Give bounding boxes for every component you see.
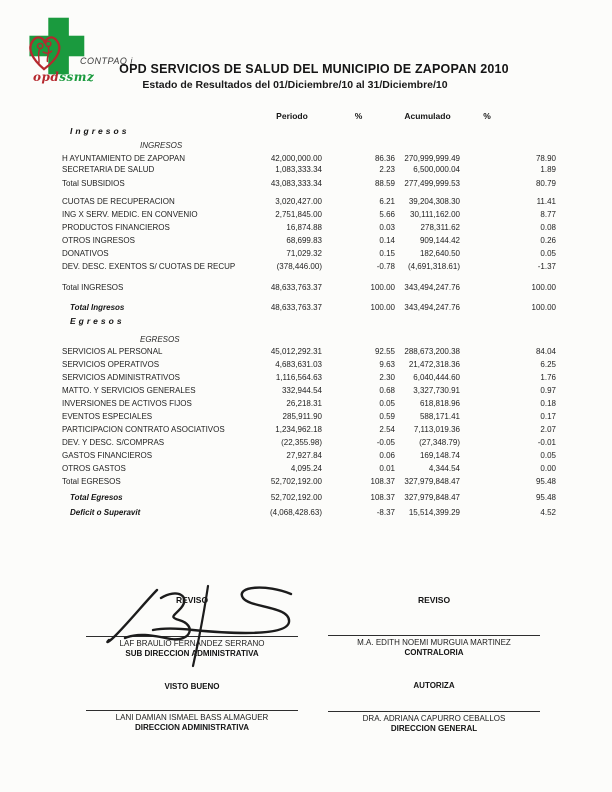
row-acumulado-percent — [460, 316, 556, 327]
row-acumulado-percent: 1.89 — [540, 165, 556, 174]
row-periodo-percent: 108.37 — [370, 477, 395, 486]
signature-block-left — [86, 595, 298, 732]
row-periodo-value: (22,355.98) — [281, 438, 322, 447]
reviso-label-left: REVISO — [175, 595, 209, 605]
table-row — [62, 140, 556, 151]
row-periodo-percent: 0.05 — [379, 399, 395, 408]
row-acumulado-value: 618,818.96 — [419, 399, 460, 408]
row-periodo-value: 4,683,631.03 — [275, 360, 322, 369]
row-periodo-value: 26,218.31 — [286, 399, 322, 408]
row-periodo-value: 27,927.84 — [286, 451, 322, 460]
row-label: OTROS GASTOS — [62, 464, 126, 473]
row-label: GASTOS FINANCIEROS — [62, 451, 153, 460]
row-label: Total INGRESOS — [62, 283, 124, 292]
periodo-percent-column-header: % — [354, 111, 363, 121]
row-acumulado-percent: 100.00 — [531, 303, 556, 312]
table-row — [62, 164, 556, 175]
row-periodo-value: 3,020,427.00 — [275, 197, 322, 206]
row-label: DONATIVOS — [62, 249, 109, 258]
table-row — [62, 302, 556, 313]
row-label: Total SUBSIDIOS — [62, 179, 125, 188]
row-periodo-value: 285,911.90 — [282, 412, 322, 421]
row-periodo-value: 48,633,763.37 — [270, 283, 322, 292]
row-label: Total Ingresos — [70, 303, 125, 312]
row-acumulado-percent: 1.76 — [540, 373, 556, 382]
row-periodo-percent — [322, 334, 395, 345]
row-acumulado-value: 4,344.54 — [428, 464, 460, 473]
row-label: H AYUNTAMIENTO DE ZAPOPAN — [62, 154, 185, 163]
opd-wordmark-part: opd — [33, 70, 60, 84]
row-periodo-percent: 92.55 — [374, 347, 395, 356]
row-acumulado-value: (27,348.79) — [419, 438, 460, 447]
row-periodo-value: 1,234,962.18 — [275, 425, 322, 434]
row-periodo-percent: 88.59 — [374, 179, 395, 188]
table-row — [62, 398, 556, 409]
table-row — [62, 476, 556, 487]
signer-name2-left: LANI DAMIAN ISMAEL BASS ALMAGUER — [115, 713, 269, 722]
row-acumulado-value: 7,113,019.36 — [413, 425, 460, 434]
table-row — [62, 261, 556, 272]
row-acumulado-value: 182,640.50 — [419, 249, 460, 258]
row-periodo-value: 42,000,000.00 — [270, 154, 322, 163]
row-acumulado-value: 15,514,399.29 — [408, 508, 460, 517]
row-acumulado-value: 288,673,200.38 — [404, 347, 460, 356]
row-label: Egresos — [70, 316, 125, 326]
row-acumulado-value — [395, 126, 460, 137]
row-periodo-value: 52,702,192.00 — [270, 493, 322, 502]
row-periodo-percent: 2.23 — [379, 165, 395, 174]
row-periodo-value — [262, 140, 322, 151]
income-statement-table — [62, 111, 556, 518]
table-row — [62, 316, 556, 327]
row-acumulado-value: 343,494,247.76 — [404, 283, 460, 292]
row-acumulado-value: 327,979,848.47 — [404, 477, 460, 486]
row-label: ING X SERV. MEDIC. EN CONVENIO — [62, 210, 198, 219]
table-body — [62, 126, 556, 518]
row-acumulado-value: 169,148.74 — [419, 451, 460, 460]
row-label: INVERSIONES DE ACTIVOS FIJOS — [62, 399, 192, 408]
row-label: Deficit o Superavit — [70, 508, 141, 517]
row-acumulado-value — [395, 316, 460, 327]
signature-line-left — [86, 636, 298, 637]
row-acumulado-percent: 80.79 — [535, 179, 556, 188]
table-row — [62, 450, 556, 461]
row-acumulado-percent: 0.26 — [540, 236, 556, 245]
row-acumulado-value: 3,327,730.91 — [413, 386, 460, 395]
table-row — [62, 385, 556, 396]
signature-line2-left — [86, 710, 298, 711]
row-periodo-percent: 0.06 — [379, 451, 395, 460]
row-label: EGRESOS — [140, 335, 180, 344]
row-label: Ingresos — [70, 126, 130, 136]
table-row — [62, 372, 556, 383]
row-periodo-percent: 100.00 — [370, 303, 395, 312]
row-periodo-percent: 0.03 — [379, 223, 395, 232]
row-periodo-value: 52,702,192.00 — [270, 477, 322, 486]
row-periodo-percent: 108.37 — [370, 493, 395, 502]
row-periodo-percent: 0.59 — [379, 412, 395, 421]
table-row — [62, 463, 556, 474]
row-periodo-percent: -0.78 — [376, 262, 395, 271]
row-acumulado-value: 6,500,000.04 — [413, 165, 460, 174]
row-periodo-value: 1,083,333.34 — [275, 165, 322, 174]
row-acumulado-percent: 95.48 — [535, 493, 556, 502]
row-label: SERVICIOS AL PERSONAL — [62, 347, 163, 356]
row-acumulado-percent: 0.05 — [540, 451, 556, 460]
row-label: PARTICIPACION CONTRATO ASOCIATIVOS — [62, 425, 225, 434]
row-acumulado-value — [395, 334, 460, 345]
row-periodo-value — [262, 316, 322, 327]
signer-title-left: SUB DIRECCION ADMINISTRATIVA — [125, 649, 259, 658]
reviso-label-right: REVISO — [417, 595, 451, 605]
row-acumulado-percent: 8.77 — [540, 210, 556, 219]
row-periodo-percent: 6.21 — [379, 197, 395, 206]
table-row — [62, 153, 556, 164]
row-periodo-percent: 0.14 — [379, 236, 395, 245]
table-row — [62, 359, 556, 370]
row-periodo-percent: 2.30 — [379, 373, 395, 382]
row-label: DEV. Y DESC. S/COMPRAS — [62, 438, 165, 447]
row-label: SERVICIOS ADMINISTRATIVOS — [62, 373, 180, 382]
table-row — [62, 507, 556, 518]
table-row — [62, 178, 556, 189]
label-column-header — [62, 111, 262, 121]
row-acumulado-value — [395, 140, 460, 151]
row-acumulado-percent: 0.97 — [540, 386, 556, 395]
acumulado-column-header: Acumulado — [404, 111, 451, 121]
row-periodo-value: 1,116,564.63 — [275, 373, 322, 382]
signer-name2-right: DRA. ADRIANA CAPURRO CEBALLOS — [362, 714, 506, 723]
row-acumulado-value: (4,691,318.61) — [407, 262, 460, 271]
row-acumulado-value: 277,499,999.53 — [404, 179, 460, 188]
row-label: MATTO. Y SERVICIOS GENERALES — [62, 386, 196, 395]
row-acumulado-percent: 84.04 — [535, 347, 556, 356]
table-row — [62, 437, 556, 448]
table-row — [62, 235, 556, 246]
signer-name-right: M.A. EDITH NOEMI MURGUIA MARTINEZ — [357, 638, 511, 647]
row-periodo-percent: 5.66 — [379, 210, 395, 219]
row-acumulado-percent: 0.18 — [540, 399, 556, 408]
row-acumulado-value: 6,040,444.60 — [413, 373, 460, 382]
row-periodo-value: 332,944.54 — [281, 386, 322, 395]
row-label: SECRETARIA DE SALUD — [62, 165, 155, 174]
row-periodo-value — [262, 334, 322, 345]
table-row — [62, 492, 556, 503]
row-acumulado-value: 909,144.42 — [419, 236, 460, 245]
periodo-column-header: Periodo — [276, 111, 308, 121]
row-acumulado-percent: 0.05 — [540, 249, 556, 258]
row-label: EVENTOS ESPECIALES — [62, 412, 153, 421]
row-acumulado-value: 39,204,308.30 — [408, 197, 460, 206]
row-periodo-value: 16,874.88 — [286, 223, 322, 232]
row-periodo-percent: 0.01 — [379, 464, 395, 473]
row-acumulado-value: 270,999,999.49 — [404, 154, 460, 163]
row-acumulado-percent — [460, 334, 556, 345]
row-periodo-value: (378,446.00) — [276, 262, 322, 271]
row-label: OTROS INGRESOS — [62, 236, 135, 245]
table-row — [62, 196, 556, 207]
row-acumulado-value: 327,979,848.47 — [404, 493, 460, 502]
acumulado-percent-column-header: % — [483, 111, 491, 121]
row-periodo-value: 43,083,333.34 — [270, 179, 322, 188]
row-label: INGRESOS — [140, 141, 183, 150]
table-row — [62, 209, 556, 220]
table-row — [62, 411, 556, 422]
row-periodo-value: (4,068,428.63) — [269, 508, 322, 517]
table-header-row — [62, 111, 556, 121]
row-periodo-percent: 100.00 — [370, 283, 395, 292]
row-acumulado-value: 588,171.41 — [419, 412, 460, 421]
row-periodo-value: 68,699.83 — [286, 236, 322, 245]
table-row — [62, 334, 556, 345]
row-acumulado-value: 21,472,318.36 — [408, 360, 460, 369]
signer-title-right: CONTRALORIA — [404, 648, 464, 657]
row-periodo-percent — [322, 316, 395, 327]
row-acumulado-percent: 95.48 — [535, 477, 556, 486]
row-periodo-percent: 0.68 — [379, 386, 395, 395]
row-periodo-percent: 86.36 — [374, 154, 395, 163]
row-periodo-percent — [322, 140, 395, 151]
row-acumulado-percent: 0.00 — [540, 464, 556, 473]
row-label: SERVICIOS OPERATIVOS — [62, 360, 160, 369]
table-row — [62, 424, 556, 435]
row-periodo-percent: 0.15 — [379, 249, 395, 258]
table-row — [62, 282, 556, 293]
row-periodo-value: 2,751,845.00 — [275, 210, 322, 219]
row-acumulado-value: 343,494,247.76 — [404, 303, 460, 312]
row-periodo-percent: -8.37 — [376, 508, 395, 517]
row-periodo-percent — [322, 126, 395, 137]
row-acumulado-percent — [460, 126, 556, 137]
visto-bueno-label: VISTO BUENO — [164, 682, 220, 691]
row-acumulado-value: 278,311.62 — [420, 223, 460, 232]
row-periodo-percent: 2.54 — [379, 425, 395, 434]
row-periodo-value — [262, 126, 322, 137]
row-periodo-percent: 9.63 — [379, 360, 395, 369]
signer-title2-right: DIRECCION GENERAL — [390, 724, 478, 733]
row-acumulado-percent: 78.90 — [535, 154, 556, 163]
signature-line-right — [328, 635, 540, 636]
row-acumulado-value: 30,111,162.00 — [410, 210, 460, 219]
table-row — [62, 248, 556, 259]
row-acumulado-percent: -1.37 — [537, 262, 556, 271]
row-acumulado-percent: 0.08 — [540, 223, 556, 232]
row-periodo-value: 45,012,292.31 — [270, 347, 322, 356]
row-acumulado-percent: 4.52 — [540, 508, 556, 517]
signature-line2-right — [328, 711, 540, 712]
row-acumulado-percent: 11.41 — [536, 197, 556, 206]
row-periodo-value: 71,029.32 — [286, 249, 322, 258]
row-label: Total Egresos — [70, 493, 123, 502]
signature-block-right — [328, 595, 540, 733]
row-label: DEV. DESC. EXENTOS S/ CUOTAS DE RECUP — [62, 262, 236, 271]
row-acumulado-percent: 2.07 — [540, 425, 556, 434]
row-acumulado-percent: 6.25 — [540, 360, 556, 369]
table-row — [62, 346, 556, 357]
report-subtitle: Estado de Resultados del 01/Diciembre/10 al 31/Diciembre/10 — [142, 79, 448, 91]
row-acumulado-percent — [460, 140, 556, 151]
table-row — [62, 222, 556, 233]
row-periodo-value: 48,633,763.37 — [270, 303, 322, 312]
row-label: PRODUCTOS FINANCIEROS — [62, 223, 170, 232]
row-acumulado-percent: 0.17 — [540, 412, 556, 421]
ssmz-wordmark-part: ssmz — [59, 70, 95, 84]
row-acumulado-percent: -0.01 — [537, 438, 556, 447]
row-label: CUOTAS DE RECUPERACION — [62, 197, 175, 206]
report-title: OPD SERVICIOS DE SALUD DEL MUNICIPIO DE ZAPOPAN 2010 — [119, 62, 509, 76]
autoriza-label: AUTORIZA — [413, 681, 455, 690]
row-acumulado-percent: 100.00 — [531, 283, 556, 292]
table-row — [62, 126, 556, 137]
row-label: Total EGRESOS — [62, 477, 121, 486]
row-periodo-value: 4,095.24 — [290, 464, 322, 473]
signer-title2-left: DIRECCION ADMINISTRATIVA — [134, 723, 250, 732]
signer-name-left: LAF BRAULIO FERNANDEZ SERRANO — [119, 639, 265, 648]
contpaq-watermark: CONTPAQ i — [80, 56, 133, 66]
row-periodo-percent: -0.05 — [376, 438, 395, 447]
